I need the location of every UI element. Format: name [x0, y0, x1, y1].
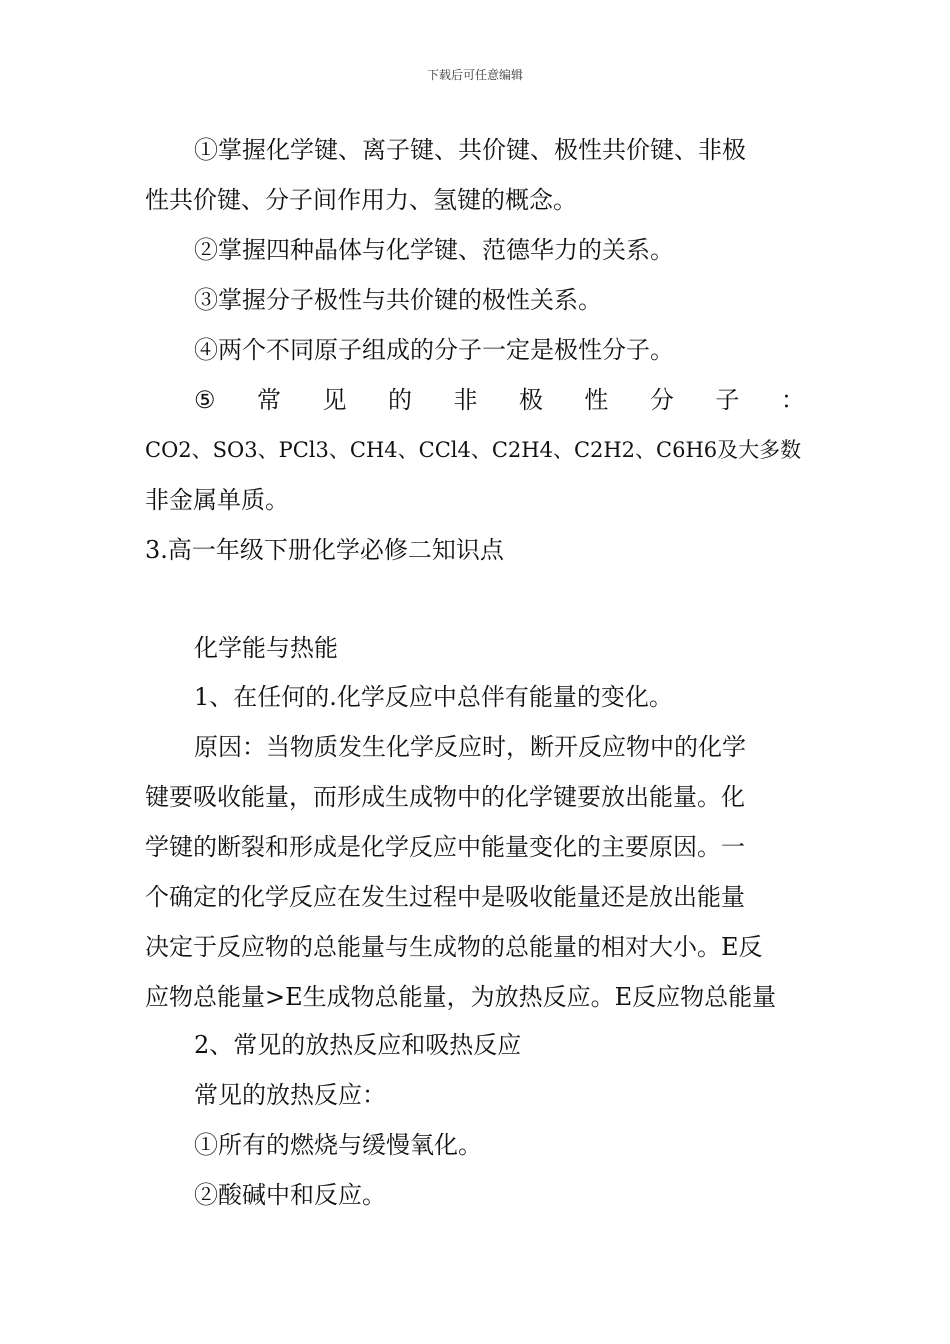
text-line: 非金属单质。 — [145, 486, 289, 514]
text-line: 应物总能量>E生成物总能量，为放热反应。E反应物总能量 — [145, 983, 777, 1011]
justified-text-line: ⑤ 常 见 的 非 极 性 分 子 ： — [194, 386, 805, 414]
text-line: 决定于反应物的总能量与生成物的总能量的相对大小。E反 — [145, 933, 763, 961]
text-line: ④两个不同原子组成的分子一定是极性分子。 — [194, 336, 674, 364]
text-line: 学键的断裂和形成是化学反应中能量变化的主要原因。一 — [145, 833, 745, 861]
text-line: 2、常见的放热反应和吸热反应 — [194, 1031, 522, 1059]
text-line: ①掌握化学键、离子键、共价键、极性共价键、非极 — [194, 136, 746, 164]
text-line: ②酸碱中和反应。 — [194, 1181, 386, 1209]
text-line: ②掌握四种晶体与化学键、范德华力的关系。 — [194, 236, 674, 264]
text-line: 性共价键、分子间作用力、氢键的概念。 — [145, 186, 577, 214]
text-line: 1、在任何的.化学反应中总伴有能量的变化。 — [194, 683, 673, 711]
subsection-heading: 化学能与热能 — [194, 634, 338, 662]
text-line: 常见的放热反应： — [194, 1081, 386, 1109]
text-line: 键要吸收能量，而形成生成物中的化学键要放出能量。化 — [145, 783, 745, 811]
section-heading: 3.高一年级下册化学必修二知识点 — [145, 536, 504, 564]
text-line: CO2、SO3、PCl3、CH4、CCl4、C2H4、C2H2、C6H6及大多数 — [145, 438, 802, 462]
text-line: ①所有的燃烧与缓慢氧化。 — [194, 1131, 482, 1159]
text-line: 个确定的化学反应在发生过程中是吸收能量还是放出能量 — [145, 883, 745, 911]
text-line: 原因：当物质发生化学反应时，断开反应物中的化学 — [194, 733, 746, 761]
text-line: ③掌握分子极性与共价键的极性关系。 — [194, 286, 602, 314]
page-header: 下载后可任意编辑 — [426, 68, 523, 82]
